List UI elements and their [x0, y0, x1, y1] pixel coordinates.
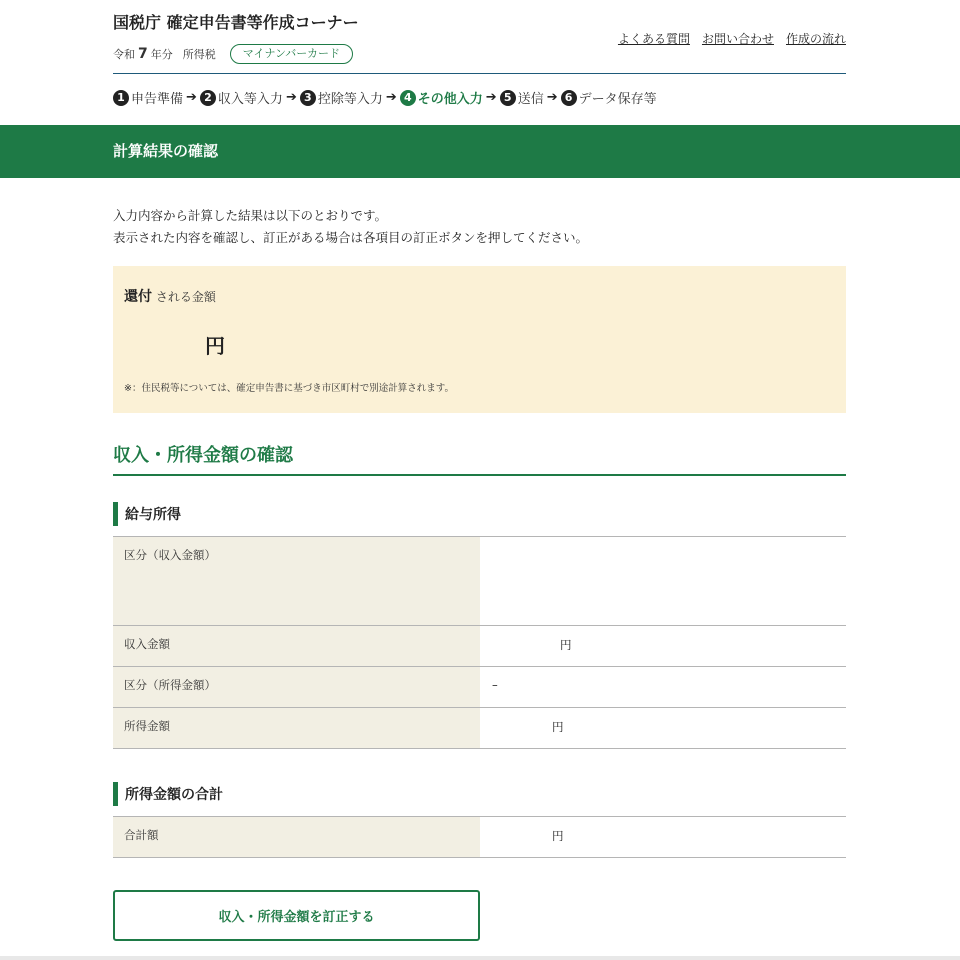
row-key: 区分（所得金額） [113, 667, 480, 708]
arrow-right-icon: ➔ [285, 90, 297, 105]
refund-amount-box [113, 266, 846, 413]
step-label: その他入力 [417, 92, 483, 107]
header-links [618, 30, 846, 47]
year-suffix: 年分 [150, 48, 173, 61]
refund-label-rest: される金額 [155, 290, 216, 304]
section-divider [113, 474, 846, 476]
heading-bar [113, 782, 118, 806]
salary-income-table [113, 536, 846, 749]
refund-note: ※：住民税等については、確定申告書に基づき市区町村で別途計算されます。 [124, 383, 455, 394]
total-income-title: 所得金額の合計 [125, 787, 223, 803]
intro-line-1: 入力内容から計算した結果は以下のとおりです。 [113, 208, 388, 223]
refund-label [124, 286, 216, 306]
arrow-right-icon: ➔ [546, 90, 558, 105]
total-income-table [113, 816, 846, 858]
header-divider [113, 73, 846, 74]
era-label: 令和 [113, 48, 135, 61]
step-4-current [400, 88, 483, 107]
refund-amount: 円 [205, 334, 225, 358]
auth-method-badge: マイナンバーカード [230, 44, 353, 64]
row-key: 合計額 [113, 817, 480, 858]
step-number-icon: 4 [400, 90, 416, 106]
step-6 [561, 88, 657, 107]
app-title: 国税庁 確定申告書等作成コーナー [113, 13, 359, 32]
income-section-title: 収入・所得金額の確認 [113, 445, 293, 466]
step-number-icon: 5 [500, 90, 516, 106]
flow-link[interactable]: 作成の流れ [785, 32, 846, 46]
row-key: 区分（収入金額） [113, 537, 480, 626]
table-row [113, 667, 846, 708]
row-value: 円 [480, 817, 846, 858]
salary-income-title: 給与所得 [125, 507, 181, 523]
step-number-icon: 3 [300, 90, 316, 106]
total-income-heading [113, 782, 223, 806]
salary-income-heading [113, 502, 181, 526]
table-row [113, 626, 846, 667]
table-row [113, 817, 846, 858]
row-value [480, 537, 846, 626]
step-label: 控除等入力 [317, 92, 383, 107]
intro-line-2: 表示された内容を確認し、訂正がある場合は各項目の訂正ボタンを押してください。 [113, 230, 589, 245]
window-bottom-edge [0, 956, 960, 960]
step-label: 申告準備 [131, 92, 184, 107]
intro-text [113, 205, 588, 249]
row-value: 円 [480, 708, 846, 749]
step-number-icon: 2 [200, 90, 216, 106]
step-5 [500, 88, 544, 107]
step-number-icon: 1 [113, 90, 129, 106]
arrow-right-icon: ➔ [385, 90, 397, 105]
year-value: 7 [138, 46, 148, 62]
refund-label-bold: 還付 [124, 289, 152, 305]
table-row [113, 537, 846, 626]
row-value: – [480, 667, 846, 708]
arrow-right-icon: ➔ [186, 90, 197, 105]
row-key: 所得金額 [113, 708, 480, 749]
step-3 [300, 88, 383, 107]
page-title-band [0, 125, 960, 178]
row-value: 円 [480, 626, 846, 667]
contact-link[interactable]: お問い合わせ [701, 32, 774, 46]
row-key: 収入金額 [113, 626, 480, 667]
tax-type-label: 所得税 [182, 48, 216, 61]
arrow-right-icon: ➔ [485, 90, 497, 105]
step-label: データ保存等 [578, 92, 657, 107]
step-number-icon: 6 [561, 90, 577, 106]
step-1 [113, 88, 183, 107]
fix-income-button[interactable]: 収入・所得金額を訂正する [113, 890, 480, 941]
tax-year-row [113, 44, 353, 64]
step-2 [200, 88, 283, 107]
step-label: 送信 [517, 92, 544, 107]
page-title: 計算結果の確認 [113, 142, 219, 160]
table-row [113, 708, 846, 749]
progress-steps [113, 88, 657, 107]
heading-bar [113, 502, 118, 526]
step-label: 収入等入力 [217, 92, 283, 107]
faq-link[interactable]: よくある質問 [617, 32, 690, 46]
